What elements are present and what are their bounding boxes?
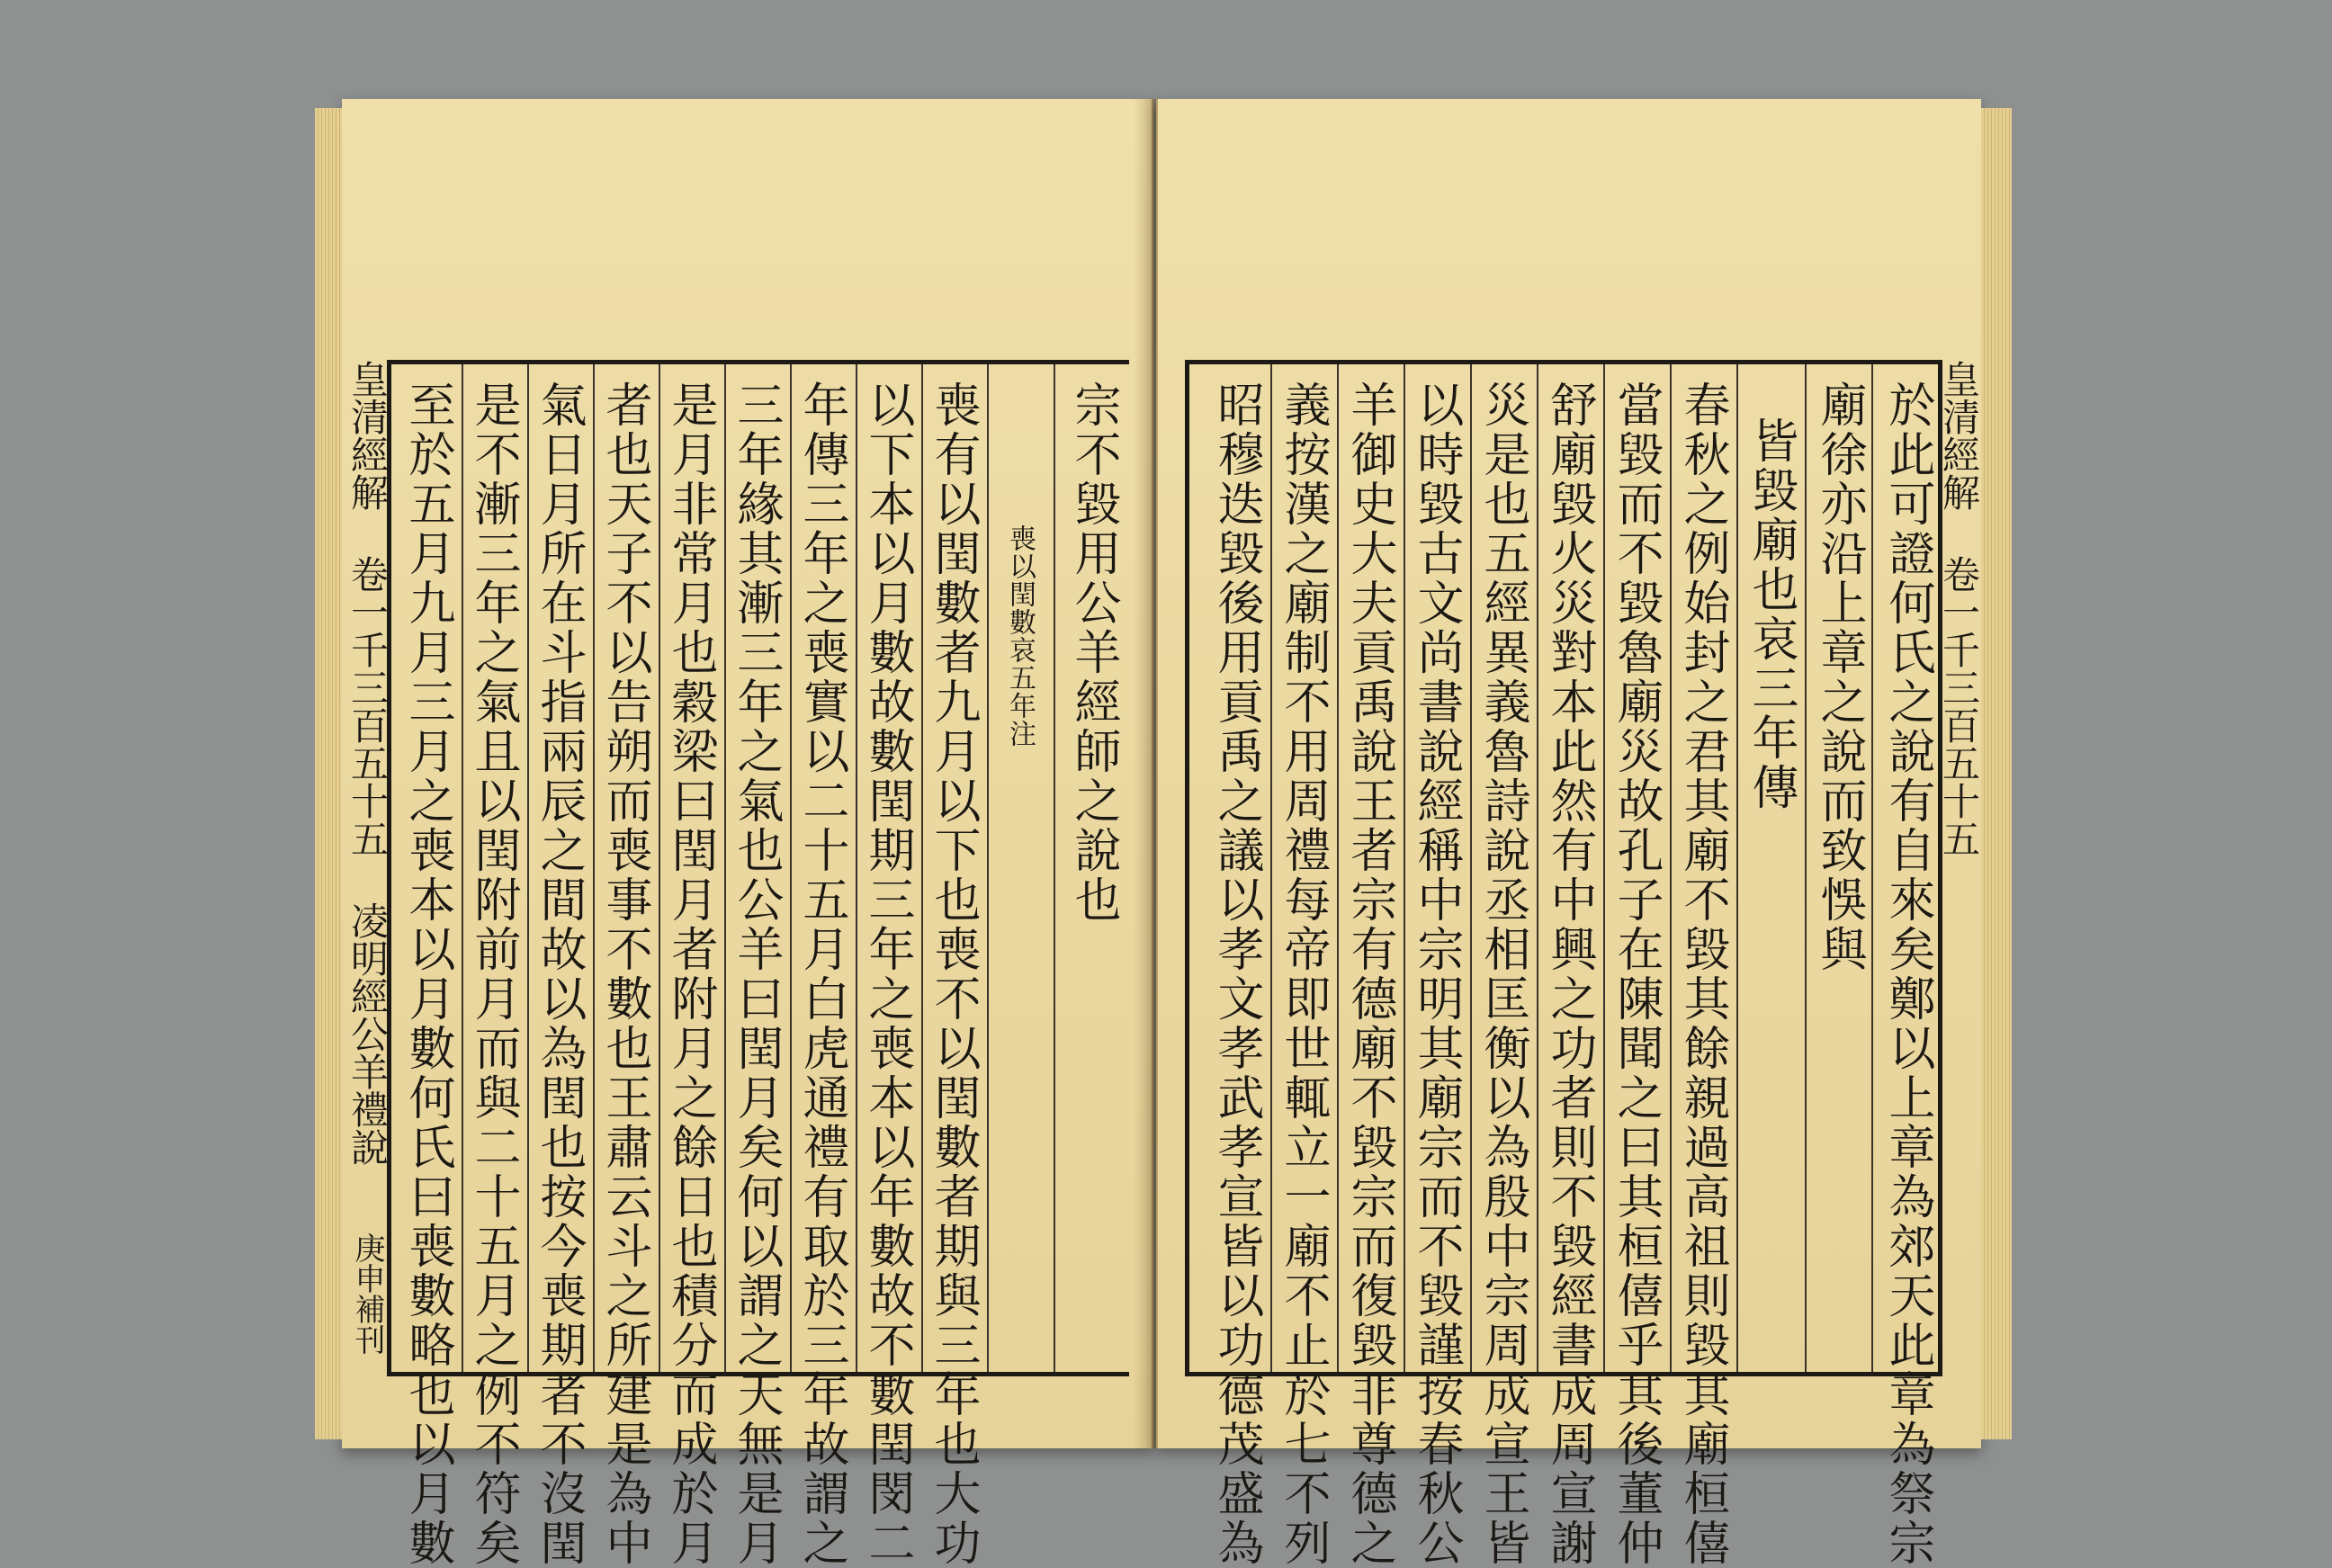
text-column: 舒廟毀火災對本此然有中興之功者則不毀經書成周宣謝	[1542, 381, 1596, 1568]
left-page	[342, 99, 1153, 1568]
column-rule	[987, 364, 989, 1372]
text-column: 是不漸三年之氣且以閏附前月而與二十五月之例不符矣	[466, 381, 520, 1568]
column-rule	[921, 364, 923, 1372]
text-column: 者也天子不以告朔而喪事不數也王肅云斗之所建是為中	[597, 381, 651, 1568]
text-column: 以下本以月數故數閏期三年之喪本以年數故不數閏閔二	[860, 381, 914, 1568]
left-margin-title	[345, 360, 390, 1367]
text-column: 當毀而不毀魯廟災故孔子在陳聞之曰其桓僖乎其後董仲	[1609, 381, 1663, 1568]
column-rule	[856, 364, 857, 1372]
column-rule	[462, 364, 463, 1372]
text-column: 昭穆迭毀後用貢禹之議以孝文孝武孝宣皆以功德茂盛為	[1209, 381, 1263, 1568]
column-rule	[1337, 364, 1339, 1372]
left-text-frame	[387, 360, 1129, 1568]
column-rule	[1537, 364, 1538, 1372]
text-column: 於此可證何氏之說有自來矣鄭以上章為郊天此章為祭宗	[1880, 381, 1934, 1568]
text-column: 至於五月九月三月之喪本以月數何氏曰喪數略也以月數	[400, 381, 454, 1568]
text-column: 廟徐亦沿上章之說而致悞與	[1812, 381, 1866, 974]
column-rule	[1470, 364, 1472, 1372]
column-rule	[1270, 364, 1272, 1372]
margin-work: 凌明經公羊禮說	[345, 901, 390, 1166]
column-rule	[724, 364, 726, 1372]
margin-volume: 卷一千三百五十五	[1937, 555, 1981, 857]
margin-title: 皇清經解	[1937, 360, 1981, 511]
column-rule	[659, 364, 660, 1372]
margin-title: 皇清經解	[345, 360, 390, 511]
text-column: 春秋之例始封之君其廟不毀其餘親過高祖則毀其廟桓僖	[1675, 381, 1729, 1568]
column-rule	[1603, 364, 1605, 1372]
right-page-edges	[1981, 108, 2012, 1439]
text-column: 氣日月所在斗指兩辰之間故以為閏也按今喪期者不沒閏	[532, 381, 586, 1568]
text-column: 以時毀古文尚書說經稱中宗明其廟宗而不毀謹按春秋公	[1409, 381, 1463, 1568]
text-column: 是月非常月也穀梁曰閏月者附月之餘日也積分而成於月	[663, 381, 717, 1568]
text-column: 災是也五經異義魯詩說丞相匡衡以為殷中宗周成宣王皆	[1475, 381, 1529, 1568]
right-text-frame	[1185, 360, 1942, 1568]
text-column: 年傳三年之喪實以二十五月白虎通禮有取於三年故謂之	[794, 381, 848, 1568]
text-column: 羊御史大夫貢禹說王者宗有德廟不毀宗而復毀非尊德之	[1342, 381, 1396, 1568]
column-rule	[1805, 364, 1807, 1372]
column-rule	[790, 364, 792, 1372]
text-column: 義按漢之廟制不用周禮每帝即世輒立一廟不止於七不列	[1276, 381, 1330, 1568]
text-column: 宗不毀用公羊經師之說也	[1066, 381, 1120, 925]
text-column-note: 喪以閏數哀五年注	[1004, 524, 1036, 748]
right-page	[1156, 99, 1981, 1568]
column-rule	[1670, 364, 1672, 1372]
column-rule	[1404, 364, 1405, 1372]
open-book	[342, 99, 1981, 1568]
left-page-edges	[315, 108, 342, 1439]
text-column: 三年緣其漸三年之氣也公羊曰閏月矣何以謂之天無是月	[729, 381, 783, 1568]
margin-reprint: 庚申補刊	[349, 1232, 385, 1355]
column-rule	[1736, 364, 1738, 1372]
text-column: 喪有以閏數者九月以下也喪不以閏數者期與三年也大功	[926, 381, 980, 1568]
text-column: 皆毀廟也哀三年傳	[1744, 417, 1798, 812]
column-rule	[527, 364, 529, 1372]
margin-volume: 卷一千三百五十五	[345, 555, 390, 857]
column-rule	[1871, 364, 1873, 1372]
column-rule	[593, 364, 595, 1372]
right-margin-title	[1937, 360, 1981, 1367]
column-rule	[1054, 364, 1055, 1372]
